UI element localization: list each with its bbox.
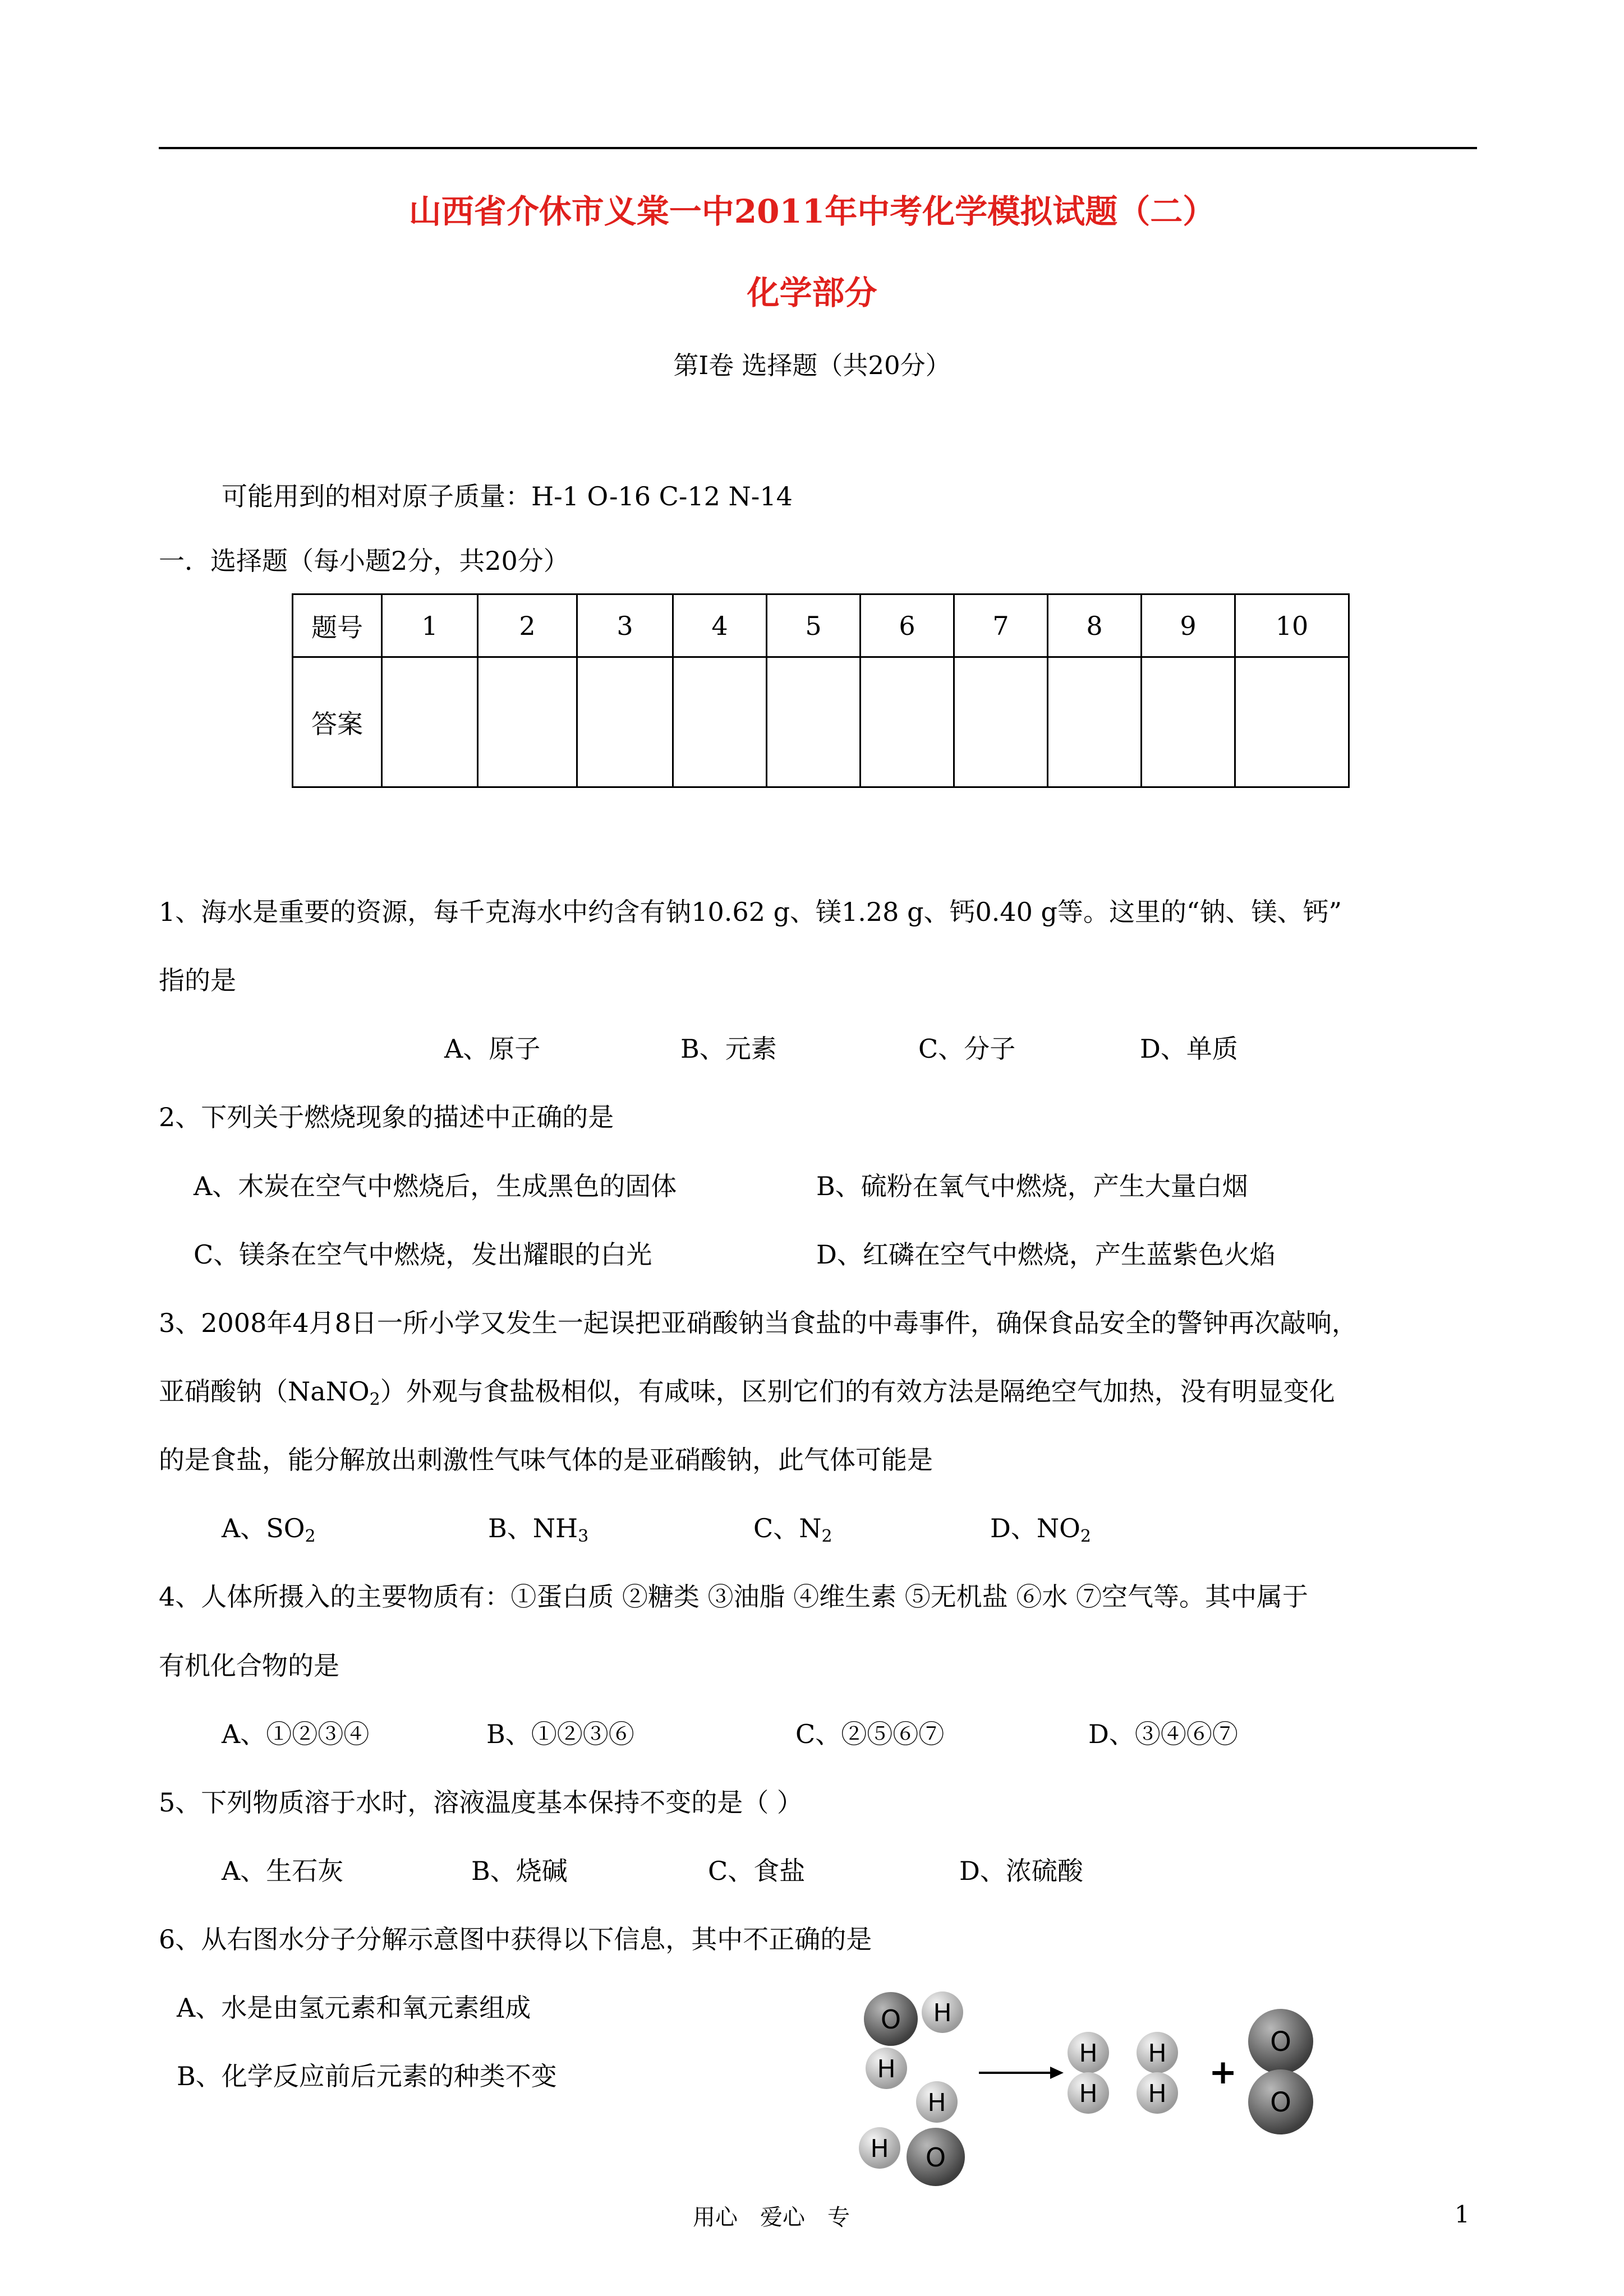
- option-b[interactable]: B、①②③⑥: [486, 1719, 634, 1749]
- hydrogen-molecule-1: [1068, 2032, 1109, 2114]
- plus-sign: +: [1209, 2053, 1237, 2092]
- subscript: 3: [578, 1527, 589, 1546]
- question-3-stem-cont: [159, 1375, 1335, 1417]
- option-a[interactable]: A、水是由氢元素和氧元素组成: [177, 1993, 531, 2023]
- oxygen-molecule: [1248, 2009, 1313, 2134]
- text-segment: 亚硝酸钠（NaNO: [159, 1376, 370, 1407]
- option-text: A、SO: [222, 1513, 305, 1543]
- section-heading: 第Ⅰ卷 选择题（共20分）: [673, 351, 951, 380]
- option-c[interactable]: C、镁条在空气中燃烧，发出耀眼的白光: [194, 1239, 652, 1270]
- atom-label: H: [1148, 2080, 1167, 2108]
- atom-label: O: [925, 2142, 946, 2173]
- water-molecule-2: [859, 2081, 965, 2186]
- option-c[interactable]: C、食盐: [708, 1856, 806, 1886]
- option-b[interactable]: B、化学反应前后元素的种类不变: [177, 2061, 557, 2091]
- option-c[interactable]: C、②⑤⑥⑦: [795, 1719, 945, 1749]
- option-c[interactable]: C、分子: [918, 1034, 1016, 1064]
- question-1-stem-cont: 指的是: [159, 965, 236, 995]
- question-4-stem-cont: 有机化合物的是: [159, 1650, 339, 1681]
- reaction-arrow: [979, 2072, 1055, 2074]
- question-6-stem: 6、从右图水分子分解示意图中获得以下信息，其中不正确的是: [159, 1924, 872, 1954]
- answer-cell[interactable]: [673, 657, 767, 787]
- option-b[interactable]: B、烧碱: [471, 1856, 568, 1886]
- atom-label: H: [927, 2088, 946, 2117]
- answer-table-answer-row: [293, 657, 1349, 787]
- question-number-cell: 3: [577, 594, 673, 657]
- option-text: B、NH: [488, 1513, 578, 1543]
- part-heading: 一．选择题（每小题2分，共20分）: [159, 546, 569, 576]
- question-number-cell: 2: [478, 594, 577, 657]
- question-1-stem: 1、海水是重要的资源，每千克海水中约含有钠10.62 g、镁1.28 g、钙0.40 g等。这里的“钠、镁、钙”: [159, 897, 1342, 927]
- option-a[interactable]: A、①②③④: [222, 1719, 370, 1749]
- text-segment: ）外观与食盐极相似，有咸味，区别它们的有效方法是隔绝空气加热，没有明显变化: [380, 1376, 1335, 1407]
- option-d[interactable]: [990, 1511, 1091, 1553]
- option-a[interactable]: A、木炭在空气中燃烧后，生成黑色的固体: [194, 1171, 677, 1201]
- answer-cell[interactable]: [954, 657, 1048, 787]
- answer-cell[interactable]: [478, 657, 577, 787]
- answer-cell[interactable]: [1142, 657, 1235, 787]
- question-number-cell: 1: [382, 594, 478, 657]
- question-number-cell: 7: [954, 594, 1048, 657]
- exam-title: 山西省介休市义棠一中2011年中考化学模拟试题（二）: [408, 192, 1216, 230]
- question-4-stem: 4、人体所摄入的主要物质有：①蛋白质 ②糖类 ③油脂 ④维生素 ⑤无机盐 ⑥水 ⑦空气等。其中属于: [159, 1582, 1308, 1612]
- question-number-cell: 4: [673, 594, 767, 657]
- subscript: 2: [821, 1527, 832, 1546]
- question-3-stem: 3、2008年4月8日一所小学又发生一起误把亚硝酸钠当食盐的中毒事件，确保食品安全的警钟再次敲响，: [159, 1308, 1358, 1338]
- option-d[interactable]: D、单质: [1140, 1034, 1238, 1064]
- option-d[interactable]: D、③④⑥⑦: [1088, 1719, 1238, 1749]
- hydrogen-molecule-2: [1137, 2032, 1178, 2114]
- question-number-cell: 10: [1235, 594, 1349, 657]
- question-2-stem: 2、下列关于燃烧现象的描述中正确的是: [159, 1102, 614, 1132]
- answer-table-number-row: [293, 594, 1349, 657]
- option-text: D、NO: [990, 1513, 1080, 1543]
- footer-text: 用心 爱心 专: [693, 2205, 850, 2230]
- table-row-label: 答案: [293, 657, 382, 787]
- atomic-masses: 可能用到的相对原子质量：H-1 O-16 C-12 N-14: [222, 481, 793, 511]
- option-text: C、N: [753, 1513, 822, 1543]
- question-number-cell: 8: [1048, 594, 1142, 657]
- option-a[interactable]: [222, 1511, 316, 1553]
- question-5-stem: 5、下列物质溶于水时，溶液温度基本保持不变的是（ ）: [159, 1787, 803, 1818]
- option-d[interactable]: D、红磷在空气中燃烧，产生蓝紫色火焰: [816, 1239, 1276, 1270]
- question-number-cell: 6: [861, 594, 954, 657]
- question-number-cell: 9: [1142, 594, 1235, 657]
- subscript: 2: [369, 1390, 380, 1409]
- atom-label: H: [1148, 2039, 1167, 2068]
- question-number-cell: 5: [767, 594, 861, 657]
- atom-label: H: [870, 2134, 889, 2163]
- atom-label: O: [1270, 2026, 1291, 2058]
- answer-cell[interactable]: [1048, 657, 1142, 787]
- water-decomposition-diagram: [830, 1963, 1335, 2187]
- atom-label: O: [880, 2004, 901, 2035]
- option-b[interactable]: B、元素: [680, 1034, 777, 1064]
- answer-cell[interactable]: [1235, 657, 1349, 787]
- atom-label: H: [877, 2055, 896, 2083]
- arrowhead-icon: [1050, 2067, 1064, 2079]
- atom-label: H: [933, 1999, 952, 2027]
- option-c[interactable]: [753, 1511, 832, 1553]
- option-d[interactable]: D、浓硫酸: [959, 1856, 1083, 1886]
- table-row-label: 题号: [293, 594, 382, 657]
- page-number: 1: [1455, 2201, 1470, 2228]
- answer-cell[interactable]: [767, 657, 861, 787]
- option-a[interactable]: A、生石灰: [222, 1856, 344, 1886]
- option-a[interactable]: A、原子: [444, 1034, 541, 1064]
- option-b[interactable]: B、硫粉在氧气中燃烧，产生大量白烟: [816, 1171, 1248, 1201]
- header-rule: [159, 147, 1477, 149]
- subscript: 2: [1080, 1527, 1091, 1546]
- option-b[interactable]: [488, 1511, 588, 1553]
- atom-label: H: [1079, 2039, 1098, 2068]
- answer-cell[interactable]: [861, 657, 954, 787]
- question-3-stem-cont: 的是食盐，能分解放出刺激性气味气体的是亚硝酸钠，此气体可能是: [159, 1445, 933, 1475]
- atom-label: H: [1079, 2080, 1098, 2108]
- answer-cell[interactable]: [382, 657, 478, 787]
- exam-subtitle: 化学部分: [747, 274, 877, 312]
- atom-label: O: [1270, 2087, 1291, 2118]
- answer-table: [292, 593, 1350, 788]
- water-molecule-1: [864, 1991, 963, 2089]
- answer-cell[interactable]: [577, 657, 673, 787]
- subscript: 2: [305, 1527, 316, 1546]
